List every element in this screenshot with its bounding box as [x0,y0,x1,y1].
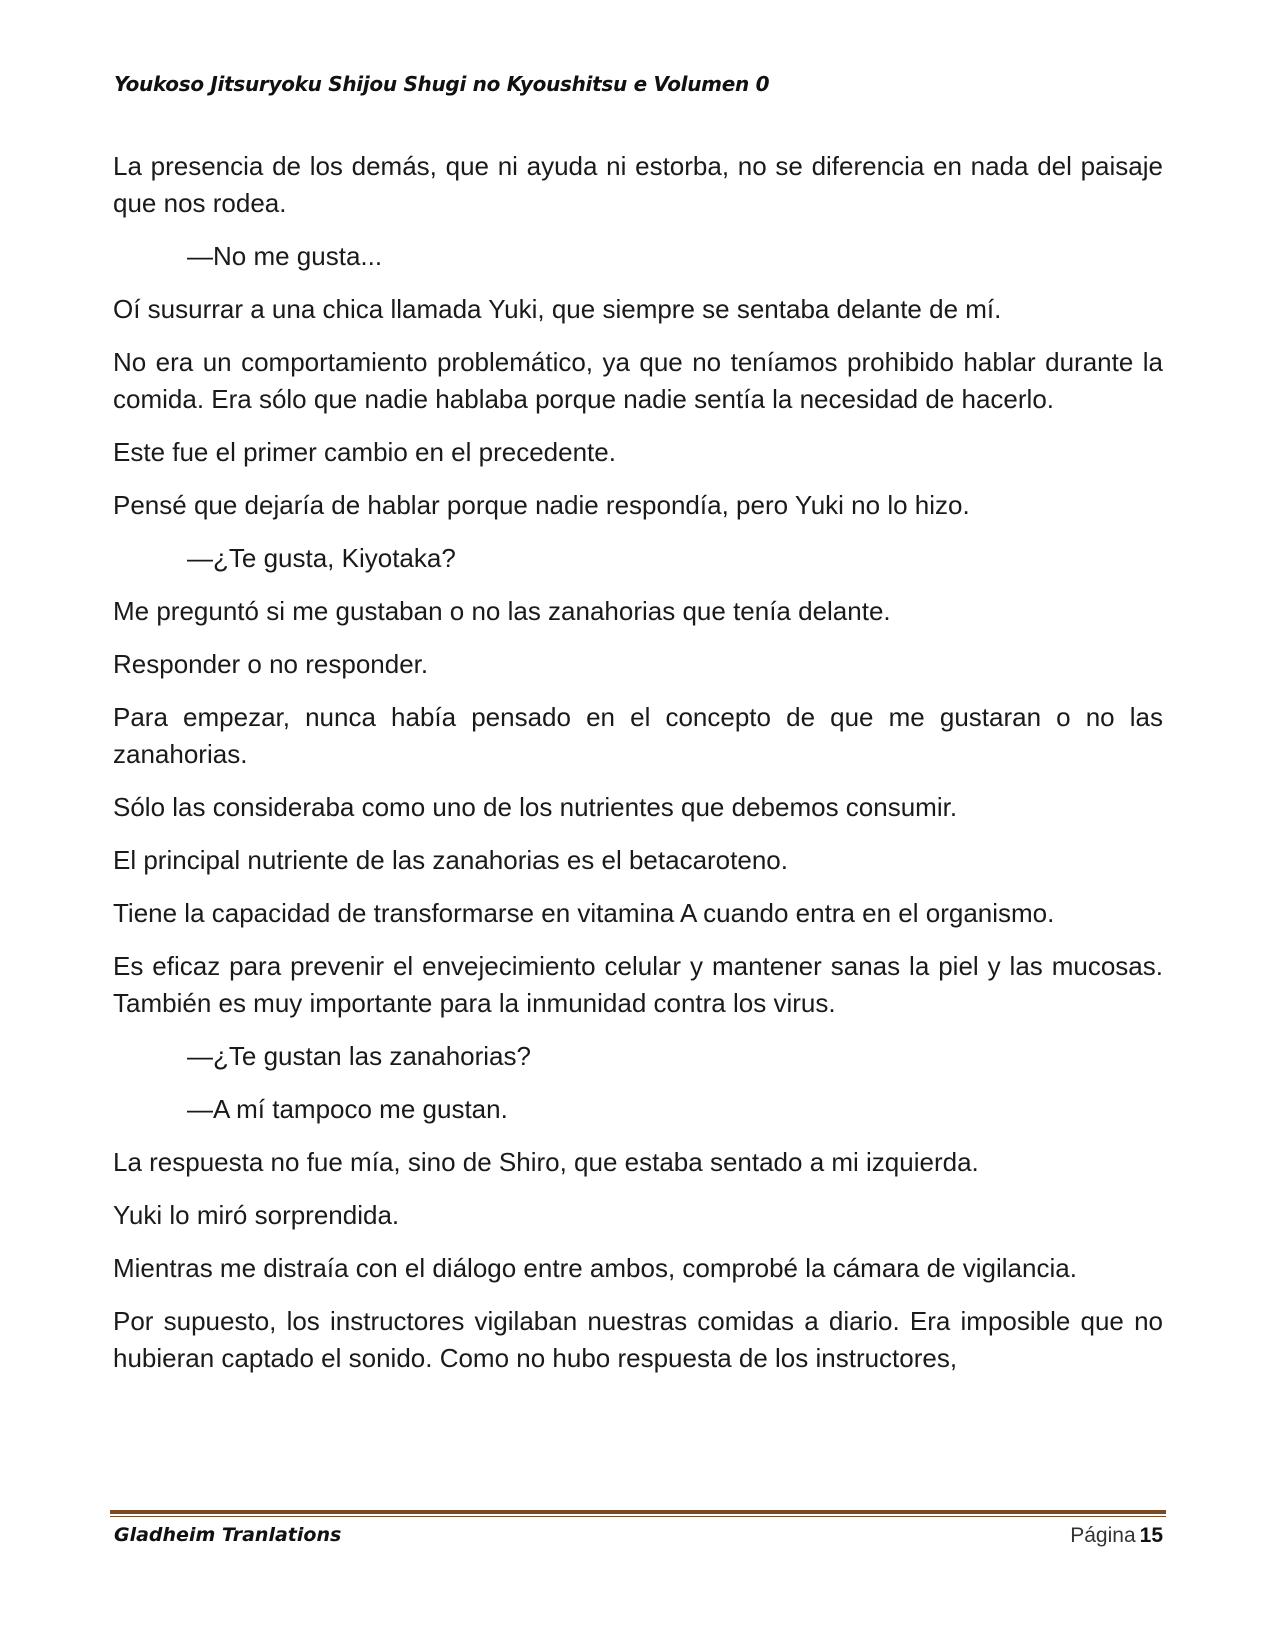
narration-paragraph: Tiene la capacidad de transformarse en vitamina A cuando entra en el organismo. [113,898,1055,928]
footer-page-label: Página [1070,1524,1136,1547]
narration-paragraph: Este fue el primer cambio en el precedente. [113,437,616,467]
narration-paragraph: Yuki lo miró sorprendida. [113,1200,400,1230]
narration-paragraph: No era un comportamiento problemático, ya que no teníamos prohibido hablar durante la comida. Era sólo que nadie hablaba porque nadie sentía la necesidad de hacerlo. [113,347,1163,414]
narration-paragraph: El principal nutriente de las zanahorias es el betacaroteno. [113,845,788,875]
narration-paragraph: Sólo las consideraba como uno de los nutrientes que debemos consumir. [113,792,958,822]
narration-paragraph: Me preguntó si me gustaban o no las zanahorias que tenía delante. [113,596,891,626]
narration-paragraph: La presencia de los demás, que ni ayuda ni estorba, no se diferencia en nada del paisaje que nos rodea. [113,151,1163,218]
body-text [113,148,1163,1393]
narration-paragraph: Oí susurrar a una chica llamada Yuki, que siempre se sentaba delante de mí. [113,294,1002,324]
narration-paragraph: Para empezar, nunca había pensado en el concepto de que me gustaran o no las zanahorias. [113,702,1163,769]
footer-rule [110,1510,1166,1517]
footer-publisher: Gladheim Tranlations [114,1524,342,1546]
narration-paragraph: Mientras me distraía con el diálogo entre ambos, comprobé la cámara de vigilancia. [113,1253,1077,1283]
narration-paragraph: Pensé que dejaría de hablar porque nadie respondía, pero Yuki no lo hizo. [113,490,970,520]
running-header-title: Youkoso Jitsuryoku Shijou Shugi no Kyoushitsu e Volumen 0 [114,72,770,96]
footer-rule-thin [110,1516,1166,1517]
dialogue-paragraph: —¿Te gustan las zanahorias? [187,1041,531,1071]
footer-page-number: 15 [1139,1524,1163,1547]
dialogue-paragraph: —A mí tampoco me gustan. [187,1094,508,1124]
footer-rule-thick [110,1510,1166,1514]
narration-paragraph: Responder o no responder. [113,649,429,679]
narration-paragraph: La respuesta no fue mía, sino de Shiro, que estaba sentado a mi izquierda. [113,1147,979,1177]
dialogue-paragraph: —¿Te gusta, Kiyotaka? [187,543,456,573]
footer-page-info [1070,1524,1163,1548]
narration-paragraph: Es eficaz para prevenir el envejecimiento celular y mantener sanas la piel y las mucosas. También es muy importante para la inmunidad contra los virus. [113,951,1163,1018]
dialogue-paragraph: —No me gusta... [187,241,383,271]
narration-paragraph: Por supuesto, los instructores vigilaban nuestras comidas a diario. Era imposible que no hubieran captado el sonido. Como no hubo respuesta de los instructores, [113,1306,1163,1373]
